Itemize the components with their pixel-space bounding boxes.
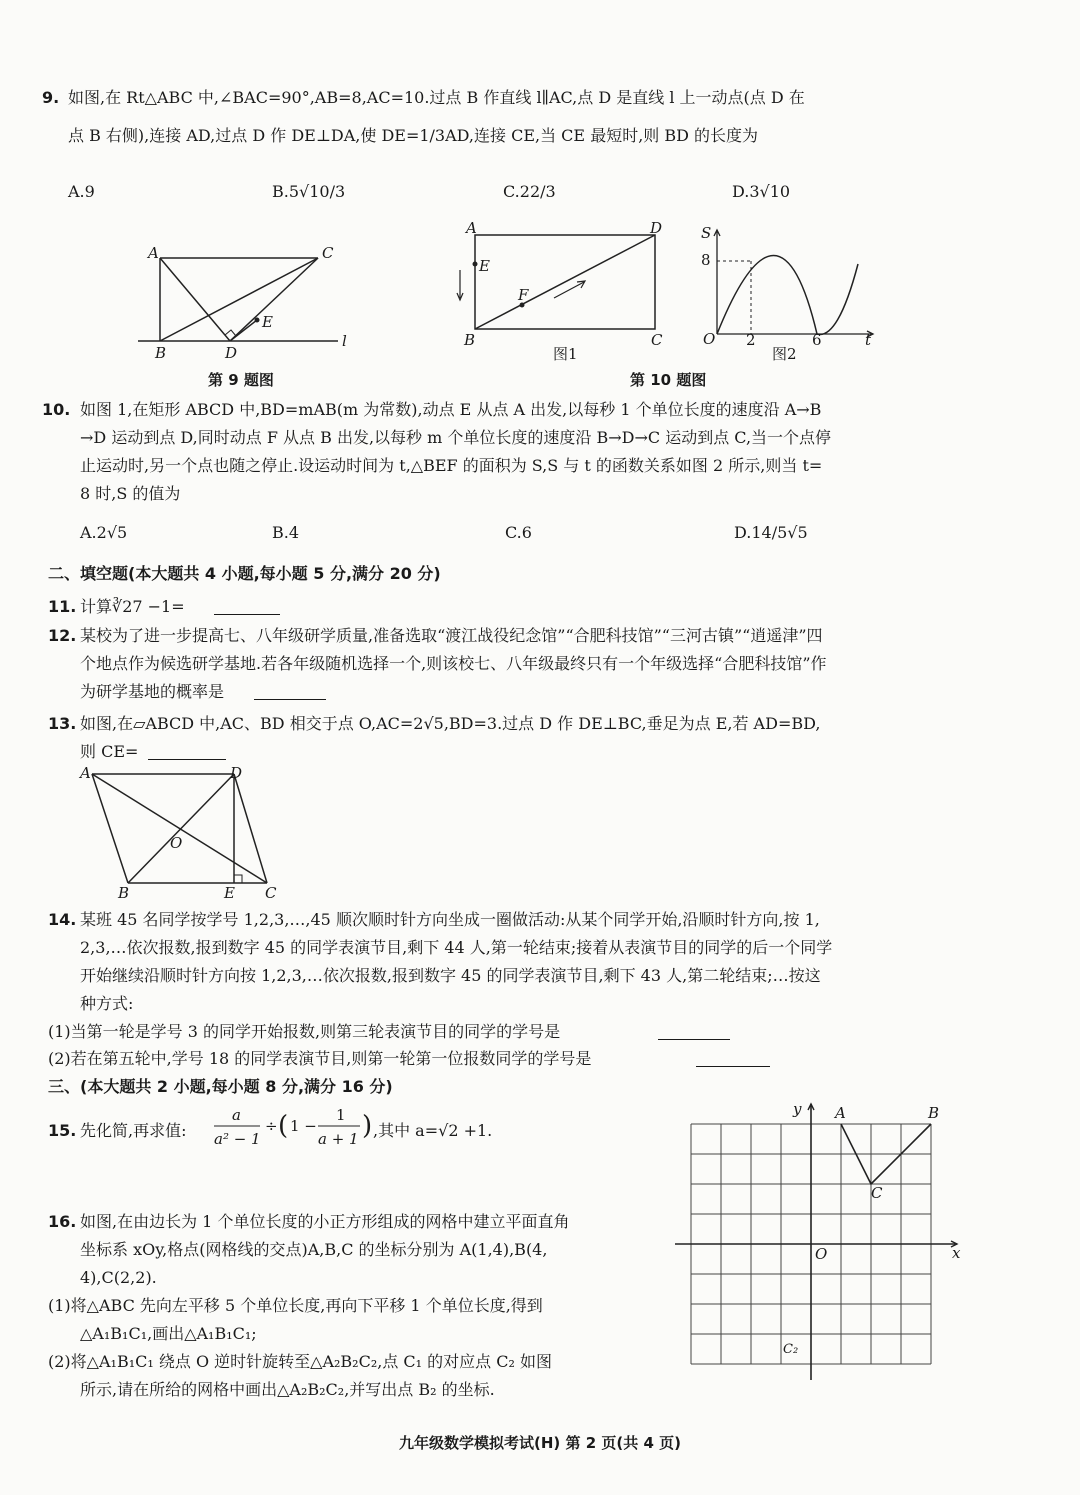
svg-text:): ) bbox=[362, 1111, 373, 1141]
q9-line2: 点 B 右侧),连接 AD,过点 D 作 DE⊥DA,使 DE=1/3AD,连接 CE,当 CE 最短时,则 BD 的长度为 bbox=[68, 126, 759, 145]
section-2-heading: 二、填空题(本大题共 4 小题,每小题 5 分,满分 20 分) bbox=[48, 564, 441, 583]
q16-line2: 坐标系 xOy,格点(网格线的交点)A,B,C 的坐标分别为 A(1,4),B(4, bbox=[80, 1240, 548, 1259]
grid-label-c: C bbox=[871, 1184, 883, 1202]
figure-q10-graph bbox=[695, 222, 885, 350]
figure-q9 bbox=[130, 236, 370, 362]
q16-sub1b: △A₁B₁C₁,画出△A₁B₁C₁; bbox=[80, 1324, 257, 1343]
fig9-label-b: B bbox=[155, 344, 167, 362]
q11-text: 计算∛27 −1= bbox=[80, 597, 185, 616]
q10-number: 10. bbox=[42, 400, 71, 419]
q14-line2: 2,3,…依次报数,报到数字 45 的同学表演节目,剩下 44 人,第一轮结束;接着从表演节目的同学的后一个同学 bbox=[80, 938, 833, 957]
q9-option-b: B.5√10/3 bbox=[272, 182, 346, 201]
q13-line1: 如图,在▱ABCD 中,AC、BD 相交于点 O,AC=2√5,BD=3.过点 D 作 DE⊥BC,垂足为点 E,若 AD=BD, bbox=[80, 714, 821, 733]
fig10-label-b: B bbox=[464, 331, 476, 349]
svg-text:(: ( bbox=[278, 1111, 289, 1141]
q15-expression bbox=[210, 1104, 380, 1154]
fig10-graph-label-2: 2 bbox=[746, 331, 756, 349]
q14-line4: 种方式: bbox=[80, 994, 134, 1013]
q10-line2: →D 运动到点 D,同时动点 F 从点 B 出发,以每秒 m 个单位长度的速度沿 B→D→C 运动到点 C,当一个点停 bbox=[80, 428, 832, 447]
section-3-heading: 三、(本大题共 2 小题,每小题 8 分,满分 16 分) bbox=[48, 1077, 393, 1096]
q14-number: 14. bbox=[48, 910, 77, 929]
grid-label-o: O bbox=[815, 1245, 828, 1263]
q15-number: 15. bbox=[48, 1121, 77, 1140]
svg-text:a² − 1: a² − 1 bbox=[214, 1130, 261, 1148]
q11-number: 11. bbox=[48, 597, 77, 616]
grid-label-y: y bbox=[793, 1100, 802, 1118]
fig13-label-b: B bbox=[118, 884, 130, 902]
figure-q10-rect bbox=[450, 218, 680, 353]
q12-number: 12. bbox=[48, 626, 77, 645]
q16-line1: 如图,在由边长为 1 个单位长度的小正方形组成的网格中建立平面直角 bbox=[80, 1212, 570, 1231]
fig10-label-a: A bbox=[466, 219, 477, 237]
q14-line1: 某班 45 名同学按学号 1,2,3,…,45 顺次顺时针方向坐成一圈做活动:从某个同学开始,沿顺时针方向,按 1, bbox=[80, 910, 820, 929]
q10-option-d: D.14/5√5 bbox=[734, 523, 808, 542]
fig10-fig1-caption: 图1 bbox=[553, 345, 578, 363]
q12-line3: 为研学基地的概率是 bbox=[80, 682, 225, 701]
q14-sub2-answer-blank[interactable] bbox=[696, 1050, 770, 1067]
fig10-label-f: F bbox=[518, 286, 529, 304]
q9-option-d: D.3√10 bbox=[732, 182, 791, 201]
fig10-graph-label-8: 8 bbox=[701, 251, 711, 269]
fig13-label-e: E bbox=[224, 884, 235, 902]
q15-suffix: ,其中 a=√2 +1. bbox=[373, 1121, 493, 1140]
fig10-caption: 第 10 题图 bbox=[630, 371, 707, 389]
fig10-label-d: D bbox=[650, 219, 663, 237]
fig9-label-d: D bbox=[225, 344, 238, 362]
q12-answer-blank[interactable] bbox=[254, 683, 326, 700]
q12-line1: 某校为了进一步提高七、八年级研学质量,准备选取“渡江战役纪念馆”“合肥科技馆”“三河古镇”“逍遥津”四 bbox=[80, 626, 823, 645]
svg-text:1 −: 1 − bbox=[290, 1117, 317, 1135]
fig9-label-l: l bbox=[342, 332, 347, 350]
q10-option-a: A.2√5 bbox=[80, 523, 128, 542]
fig13-label-a: A bbox=[80, 764, 91, 782]
fig10-graph-label-t: t bbox=[865, 331, 872, 349]
fig10-fig2-caption: 图2 bbox=[772, 345, 797, 363]
fig9-label-c: C bbox=[322, 244, 334, 262]
q16-number: 16. bbox=[48, 1212, 77, 1231]
fig10-graph-label-s: S bbox=[701, 224, 712, 242]
q10-option-c: C.6 bbox=[505, 523, 532, 542]
coordinate-grid bbox=[675, 1098, 965, 1390]
svg-text:1: 1 bbox=[336, 1106, 346, 1124]
fig10-label-c: C bbox=[651, 331, 663, 349]
q10-line4: 8 时,S 的值为 bbox=[80, 484, 181, 503]
q15-prefix: 先化简,再求值: bbox=[80, 1121, 187, 1140]
q16-sub2a: (2)将△A₁B₁C₁ 绕点 O 逆时针旋转至△A₂B₂C₂,点 C₁ 的对应点 C₂ 如图 bbox=[48, 1352, 552, 1371]
q13-line2: 则 CE= bbox=[80, 742, 139, 761]
q10-line1: 如图 1,在矩形 ABCD 中,BD=mAB(m 为常数),动点 E 从点 A 出发,以每秒 1 个单位长度的速度沿 A→B bbox=[80, 400, 822, 419]
svg-text:÷: ÷ bbox=[265, 1117, 278, 1135]
page-footer: 九年级数学模拟考试(H) 第 2 页(共 4 页) bbox=[399, 1434, 681, 1452]
q13-answer-blank[interactable] bbox=[148, 743, 226, 760]
q9-line1: 如图,在 Rt△ABC 中,∠BAC=90°,AB=8,AC=10.过点 B 作直线 l∥AC,点 D 是直线 l 上一动点(点 D 在 bbox=[68, 88, 805, 107]
fig13-label-d: D bbox=[230, 764, 243, 782]
q16-sub2b: 所示,请在所给的网格中画出△A₂B₂C₂,并写出点 B₂ 的坐标. bbox=[80, 1380, 495, 1399]
q13-number: 13. bbox=[48, 714, 77, 733]
q14-sub2: (2)若在第五轮中,学号 18 的同学表演节目,则第一轮第一位报数同学的学号是 bbox=[48, 1049, 592, 1068]
grid-label-x: x bbox=[952, 1244, 961, 1262]
grid-label-c2: C₂ bbox=[783, 1342, 799, 1357]
q10-option-b: B.4 bbox=[272, 523, 300, 542]
svg-text:a + 1: a + 1 bbox=[318, 1130, 359, 1148]
fig10-graph-label-6: 6 bbox=[812, 331, 822, 349]
fig10-graph-label-o: O bbox=[703, 330, 716, 348]
svg-text:a: a bbox=[232, 1106, 241, 1124]
fig9-label-a: A bbox=[148, 244, 159, 262]
q16-sub1a: (1)将△ABC 先向左平移 5 个单位长度,再向下平移 1 个单位长度,得到 bbox=[48, 1296, 543, 1315]
q16-line3: 4),C(2,2). bbox=[80, 1268, 157, 1287]
figure-q13 bbox=[72, 762, 292, 904]
fig9-label-e: E bbox=[262, 313, 273, 331]
grid-label-b: B bbox=[928, 1104, 940, 1122]
q14-sub1: (1)当第一轮是学号 3 的同学开始报数,则第三轮表演节目的同学的学号是 bbox=[48, 1022, 561, 1041]
fig13-label-c: C bbox=[265, 884, 277, 902]
q11-answer-blank[interactable] bbox=[214, 598, 280, 615]
q14-sub1-answer-blank[interactable] bbox=[658, 1023, 730, 1040]
fig9-caption: 第 9 题图 bbox=[208, 371, 274, 389]
q10-line3: 止运动时,另一个点也随之停止.设运动时间为 t,△BEF 的面积为 S,S 与 t 的函数关系如图 2 所示,则当 t= bbox=[80, 456, 823, 475]
q9-option-a: A.9 bbox=[68, 182, 95, 201]
grid-label-a: A bbox=[835, 1104, 846, 1122]
fig13-label-o: O bbox=[170, 834, 183, 852]
q9-number: 9. bbox=[42, 88, 60, 107]
q12-line2: 个地点作为候选研学基地.若各年级随机选择一个,则该校七、八年级最终只有一个年级选择“合肥科技馆”作 bbox=[80, 654, 827, 673]
q14-line3: 开始继续沿顺时针方向按 1,2,3,…依次报数,报到数字 45 的同学表演节目,剩下 43 人,第二轮结束;…按这 bbox=[80, 966, 821, 985]
fig10-label-e: E bbox=[479, 257, 490, 275]
q9-option-c: C.22/3 bbox=[503, 182, 556, 201]
